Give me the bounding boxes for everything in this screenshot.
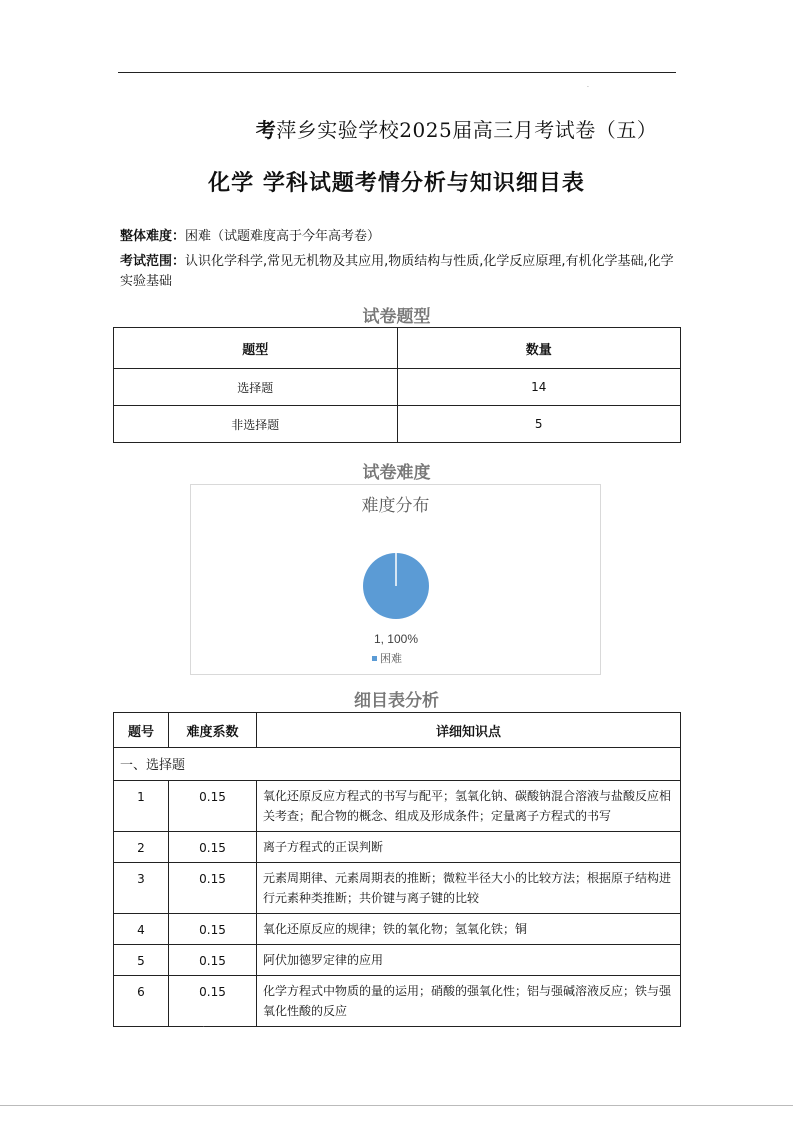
detail-cell: 氧化还原反应方程式的书写与配平；氢氧化钠、碳酸钠混合溶液与盐酸反应相关考查；配合物的概念、组成及形成条件；定量离子方程式的书写 <box>257 781 681 832</box>
table-row <box>114 369 681 406</box>
diff-cell: 0.15 <box>169 832 257 863</box>
diff-cell: 0.15 <box>169 945 257 976</box>
col-type-header: 题型 <box>114 328 398 369</box>
col-detail-header: 详细知识点 <box>257 713 681 748</box>
legend-swatch <box>372 656 377 661</box>
difficulty-label: 整体难度： <box>120 229 186 244</box>
exam-title-text: 萍乡实验学校2025届高三月考试卷（五） <box>276 118 658 142</box>
table-row <box>114 863 681 914</box>
table-row <box>114 945 681 976</box>
scope-label: 考试范围： <box>120 254 186 269</box>
exam-title-prefix: 考 <box>255 118 277 142</box>
table-row <box>114 406 681 443</box>
col-count-header: 数量 <box>397 328 681 369</box>
scope-value: 认识化学科学,常见无机物及其应用,物质结构与性质,化学反应原理,有机化学基础,化学实验基础 <box>120 254 674 289</box>
table-row <box>114 976 681 1027</box>
detail-cell: 元素周期律、元素周期表的推断；微粒半径大小的比较方法；根据原子结构进行元素种类推断；共价键与离子键的比较 <box>257 863 681 914</box>
detail-heading: 细目表分析 <box>354 691 439 711</box>
question-types-heading: 试卷题型 <box>362 307 431 327</box>
table-header-row <box>114 713 681 748</box>
legend-label: 困难 <box>380 652 402 665</box>
section-label: 一、选择题 <box>114 748 681 781</box>
table-row <box>114 781 681 832</box>
header-mark: . <box>587 82 589 89</box>
pie-data-label: 1, 100% <box>373 632 419 646</box>
count-cell: 5 <box>397 406 681 443</box>
difficulty-value: 困难（试题难度高于今年高考卷） <box>185 229 381 244</box>
detail-cell: 化学方程式中物质的量的运用；硝酸的强氧化性；铝与强碱溶液反应；铁与强氧化性酸的反应 <box>257 976 681 1027</box>
no-cell: 3 <box>114 863 169 914</box>
table-row <box>114 914 681 945</box>
col-diff-header: 难度系数 <box>169 713 257 748</box>
difficulty-heading: 试卷难度 <box>362 463 431 483</box>
detail-cell: 阿伏加德罗定律的应用 <box>257 945 681 976</box>
chart-title: 难度分布 <box>361 496 430 516</box>
no-cell: 1 <box>114 781 169 832</box>
detail-table <box>113 712 681 1027</box>
scope-line <box>120 252 680 292</box>
footer-mark: . <box>203 1023 205 1029</box>
detail-cell: 氧化还原反应的规律；铁的氧化物；氢氧化铁；铜 <box>257 914 681 945</box>
col-no-header: 题号 <box>114 713 169 748</box>
diff-cell: 0.15 <box>169 863 257 914</box>
header-rule <box>118 72 676 73</box>
no-cell: 4 <box>114 914 169 945</box>
exam-title <box>0 114 793 143</box>
count-cell: 14 <box>397 369 681 406</box>
no-cell: 5 <box>114 945 169 976</box>
question-types-table <box>113 327 681 443</box>
detail-cell: 离子方程式的正误判断 <box>257 832 681 863</box>
diff-cell: 0.15 <box>169 976 257 1027</box>
diff-cell: 0.15 <box>169 914 257 945</box>
no-cell: 2 <box>114 832 169 863</box>
footer-rule <box>0 1105 793 1106</box>
difficulty-line <box>120 227 680 247</box>
subject-title: 化学 学科试题考情分析与知识细目表 <box>208 171 585 196</box>
no-cell: 6 <box>114 976 169 1027</box>
type-cell: 选择题 <box>114 369 398 406</box>
type-cell: 非选择题 <box>114 406 398 443</box>
section-row <box>114 748 681 781</box>
diff-cell: 0.15 <box>169 781 257 832</box>
table-header-row <box>114 328 681 369</box>
table-row <box>114 832 681 863</box>
difficulty-chart <box>190 484 601 675</box>
pie-chart-svg <box>191 485 600 674</box>
